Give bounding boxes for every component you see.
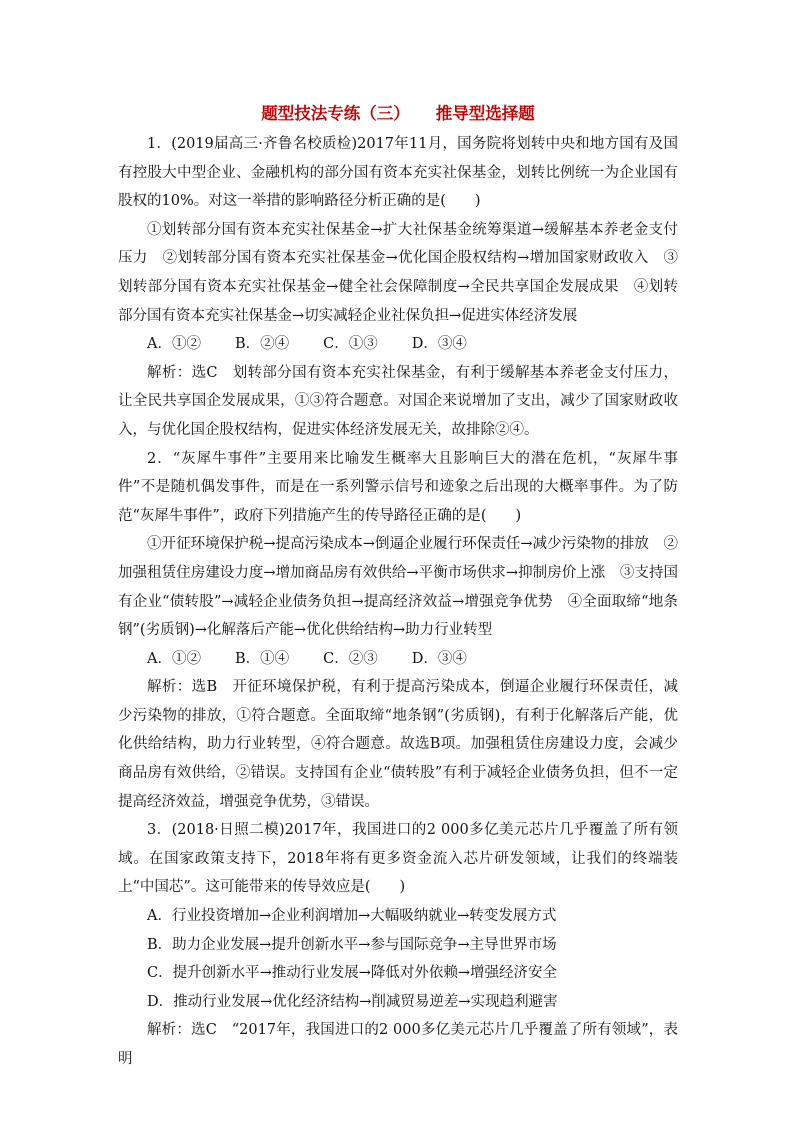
option-a: A．①② — [147, 650, 201, 667]
title-main: 题型技法专练（三） — [261, 104, 410, 123]
document-page — [118, 100, 678, 1074]
option-b: B．①④ — [234, 650, 290, 667]
question-1-stem: 1．(2019届高三·齐鲁名校质检)2017年11月，国务院将划转中央和地方国有及国有控股大中型企业、金融机构的部分国有资本充实社保基金，划转比例统一为企业国有股权的10%。对这一举措的影响路径分析正确的是( ) — [118, 136, 678, 210]
question-3-option-b: B．助力企业发展→提升创新水平→参与国际竞争→主导世界市场 — [147, 936, 557, 953]
question-3-option-a: A．行业投资增加→企业利润增加→大幅吸纳就业→转变发展方式 — [147, 908, 557, 925]
question-3-stem: 3．(2018·日照二模)2017年，我国进口的2 000多亿美元芯片几乎覆盖了所有领域。在国家政策支持下，2018年将有更多资金流入芯片研发领域，让我们的终端装上“中国芯”。这可能带来的传导效应是( ) — [118, 822, 678, 896]
question-2-options — [118, 645, 678, 674]
question-3-option-c: C．提升创新水平→推动行业发展→降低对外依赖→增强经济安全 — [147, 965, 558, 982]
option-c: C．②③ — [323, 650, 378, 667]
question-1-analysis: 解析：选C 划转部分国有资本充实社保基金，有利于缓解基本养老金支付压力，让全民共享国企发展成果，①③符合题意。对国企来说增加了支出，减少了国家财政收入，与优化国企股权结构，促进实体经济发展无关，故排除②④。 — [118, 364, 678, 438]
option-c: C．①③ — [323, 336, 378, 353]
title-sub: 推导型选择题 — [435, 104, 535, 123]
question-1-paths: ①划转部分国有资本充实社保基金→扩大社保基金统筹渠道→缓解基本养老金支付压力 ②划转部分国有资本充实社保基金→优化国企股权结构→增加国家财政收入 ③划转部分国有资本充实社保基金→健全社会保障制度→全民共享国企发展成果 ④划转部分国有资本充实社保基金→切实减轻企业社保负担→促进实体经济发展 — [118, 221, 678, 324]
question-3-analysis: 解析：选C “2017年，我国进口的2 000多亿美元芯片几乎覆盖了所有领域”，表明 — [118, 1022, 678, 1067]
option-d: D．③④ — [411, 336, 467, 353]
question-1-options — [118, 330, 678, 359]
question-2-analysis: 解析：选B 开征环境保护税，有利于提高污染成本，倒逼企业履行环保责任，减少污染物的排放，①符合题意。全面取缔“地条钢”(劣质钢)，有利于化解落后产能，优化供给结构，助力行业转型，④符合题意。故选B项。加强租赁住房建设力度，会减少商品房有效供给，②错误。支持国有企业“债转股”有利于减轻企业债务负担，但不一定提高经济效益，增强竞争优势，③错误。 — [118, 679, 678, 810]
page-title — [118, 100, 678, 128]
option-b: B．②④ — [234, 336, 290, 353]
question-2-stem: 2．“灰犀牛事件”主要用来比喻发生概率大且影响巨大的潜在危机，“灰犀牛事件”不是随机偶发事件，而是在一系列警示信号和迹象之后出现的大概率事件。为了防范“灰犀牛事件”，政府下列措施产生的传导路径正确的是( ) — [118, 450, 678, 524]
question-2-paths: ①开征环境保护税→提高污染成本→倒逼企业履行环保责任→减少污染物的排放 ②加强租赁住房建设力度→增加商品房有效供给→平衡市场供求→抑制房价上涨 ③支持国有企业“债转股”→减轻企业债务负担→提高经济效益→增强竞争优势 ④全面取缔“地条钢”(劣质钢)→化解落后产能→优化供给结构→助力行业转型 — [118, 536, 678, 639]
option-a: A．①② — [147, 336, 201, 353]
question-3-option-d: D．推动行业发展→优化经济结构→削减贸易逆差→实现趋利避害 — [147, 993, 558, 1010]
option-d: D．③④ — [411, 650, 467, 667]
